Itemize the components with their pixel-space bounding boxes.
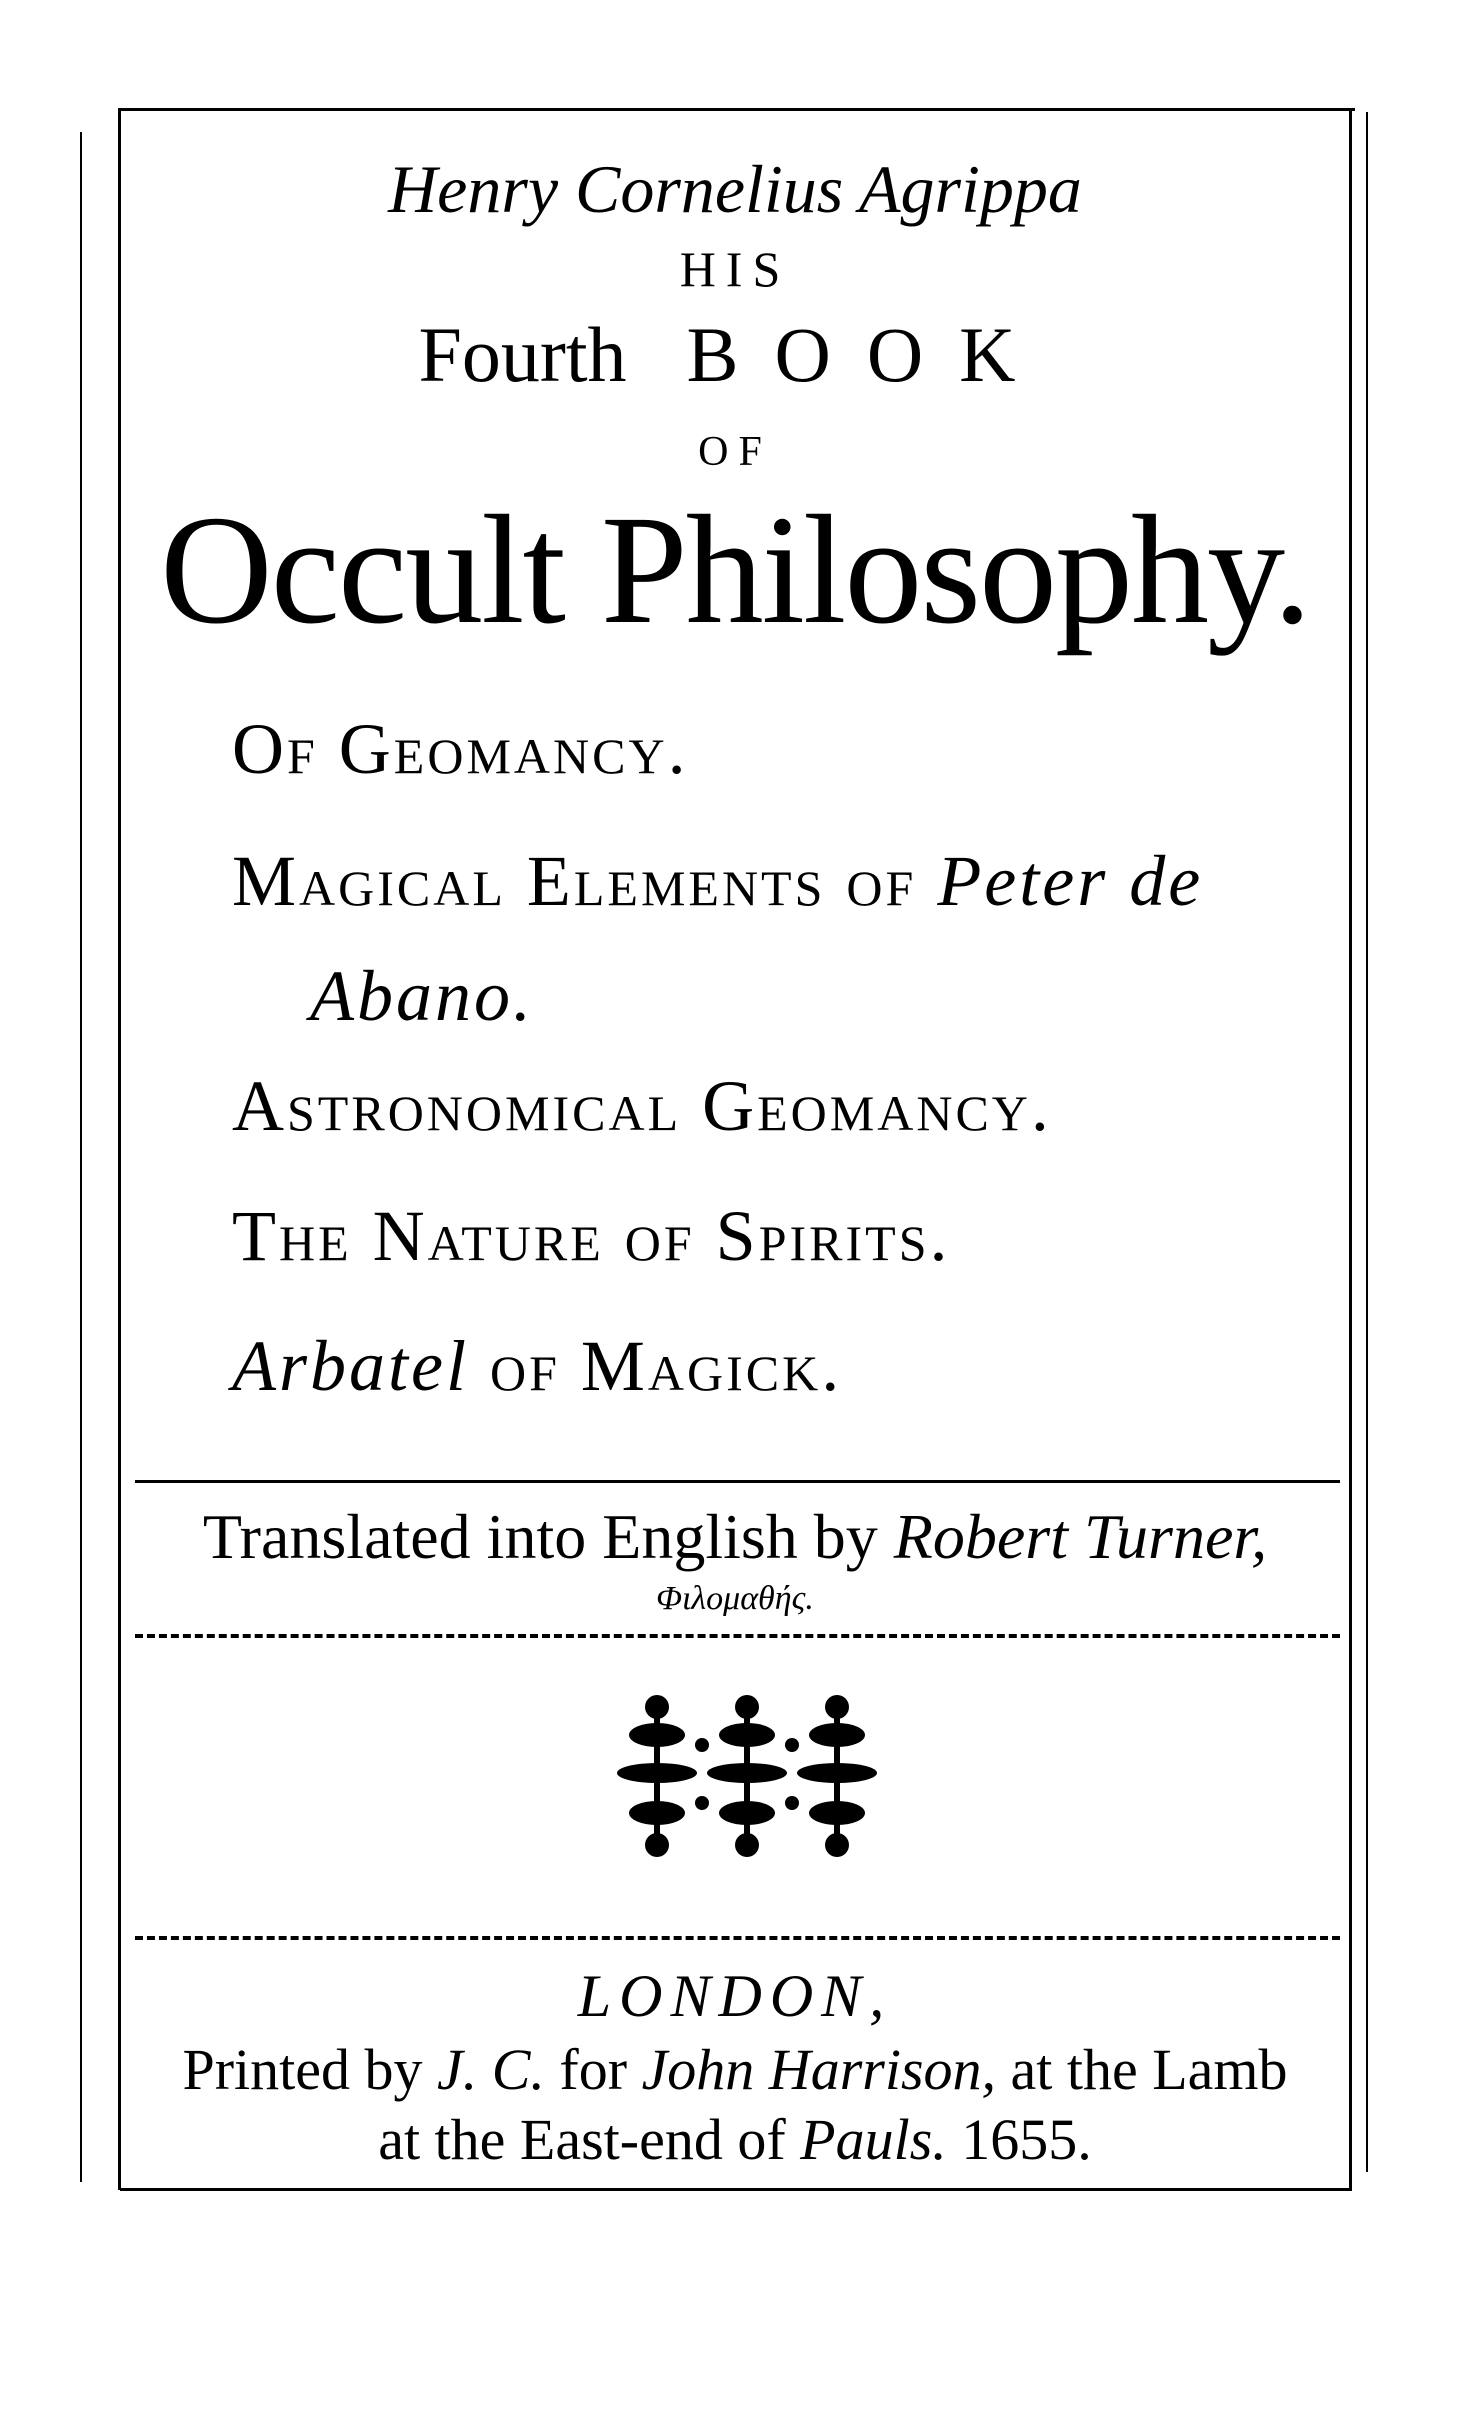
contents-astronomical-geomancy: Astronomical Geomancy. (232, 1066, 1052, 1146)
peter-de-text: Peter de (937, 841, 1204, 921)
frame-bottom-border (120, 2188, 1352, 2191)
publisher-name: John Harrison, (641, 2037, 997, 2102)
imprint-line-2 (120, 2106, 1350, 2173)
magical-elements-text: Magical Elements of (232, 841, 917, 921)
imprint-line (120, 2036, 1350, 2103)
dashed-divider-rule (135, 1936, 1340, 1940)
pauls-text: Pauls. (800, 2107, 947, 2172)
east-end-text: at the East-end of (378, 2107, 786, 2172)
fourth-book-line (120, 310, 1350, 400)
of-label: OF (698, 429, 772, 475)
arbatel-text: Arbatel (232, 1326, 469, 1406)
translator-epithet: Φιλομαθής. (656, 1580, 814, 1617)
his-label: HIS (679, 241, 791, 297)
printer-initials: J. C. (436, 2037, 545, 2102)
fleuron-column (707, 1695, 787, 1857)
outer-right-rule (1366, 112, 1368, 2172)
printed-by-text: Printed by (182, 2037, 423, 2102)
author-name: Henry Cornelius Agrippa (388, 151, 1082, 227)
fleuron-column (617, 1695, 697, 1857)
contents-geomancy: Of Geomancy. (232, 709, 689, 789)
translator-name: Robert Turner, (893, 1501, 1268, 1572)
translated-text: Translated into English by (202, 1501, 878, 1572)
frame-top-border (118, 108, 1355, 111)
contents-arbatel (232, 1325, 842, 1408)
of-magick-text: of Magick. (489, 1326, 843, 1406)
abano-text: Abano. (310, 956, 534, 1036)
fleuron-column (797, 1695, 877, 1857)
outer-left-rule (80, 132, 82, 2182)
imprint-place: LONDON, (577, 1963, 893, 2029)
for-text: for (559, 2037, 628, 2102)
at-the-lamb-text: at the Lamb (1010, 2037, 1288, 2102)
imprint-year: 1655. (961, 2107, 1092, 2172)
divider-rule (135, 1480, 1340, 1483)
fourth-word: Fourth (418, 311, 627, 398)
contents-nature-of-spirits: The Nature of Spirits. (232, 1196, 951, 1276)
frame-right-border (1349, 108, 1352, 2190)
contents-magical-elements (232, 840, 1203, 923)
dashed-divider-rule (135, 1634, 1340, 1638)
translator-line (120, 1500, 1350, 1574)
fleuron-ornament-icon (612, 1685, 882, 1875)
main-title: Occult Philosophy. (160, 483, 1310, 656)
frame-left-border (118, 110, 121, 2190)
book-word: BOOK (686, 311, 1052, 398)
